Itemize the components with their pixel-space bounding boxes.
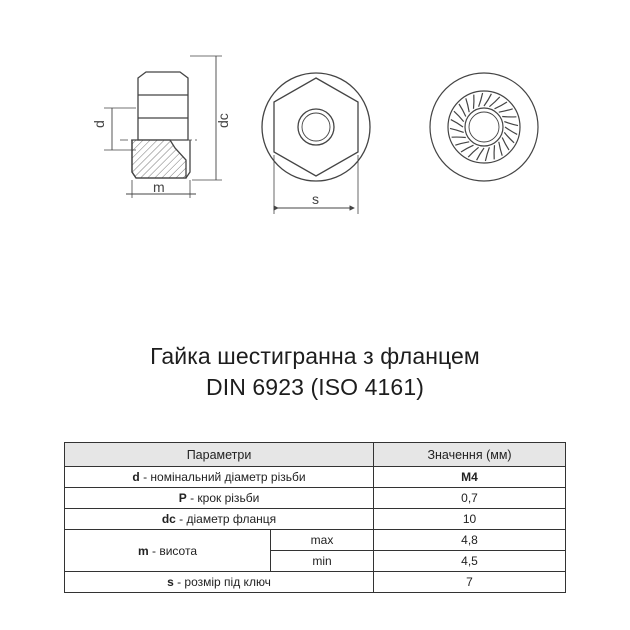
- subparam-max: max: [271, 530, 374, 551]
- param-cell: [65, 467, 374, 488]
- label-s: s: [312, 191, 319, 207]
- header-value: Значення (мм): [374, 443, 566, 467]
- serration-tooth: [468, 147, 478, 157]
- serration-tooth: [454, 111, 464, 121]
- serration-tooth: [450, 128, 464, 132]
- serration-tooth: [477, 148, 484, 160]
- param-symbol: s: [167, 575, 174, 589]
- value-cell: 4,5: [374, 551, 566, 572]
- serration-tooth: [451, 120, 463, 127]
- serration-tooth: [499, 142, 502, 156]
- header-param: Параметри: [65, 443, 374, 467]
- serration-tooth: [502, 138, 509, 151]
- side-view: [104, 56, 222, 198]
- serration-tooth: [479, 93, 483, 107]
- value-cell: 10: [374, 509, 566, 530]
- value-cell: 7: [374, 572, 566, 593]
- table-row: [65, 509, 566, 530]
- label-d: d: [91, 120, 107, 128]
- serration-tooth: [455, 142, 469, 145]
- spec-table: [64, 442, 566, 593]
- label-m: m: [153, 179, 165, 195]
- table-row: [65, 530, 566, 551]
- serration-tooth: [484, 94, 491, 106]
- param-cell: [65, 530, 271, 572]
- param-symbol: m: [138, 543, 149, 558]
- param-cell: [65, 509, 374, 530]
- param-cell: [65, 488, 374, 509]
- value-cell: 0,7: [374, 488, 566, 509]
- serration-tooth: [504, 132, 514, 142]
- param-symbol: d: [132, 470, 140, 484]
- param-desc: - номінальний діаметр різьби: [139, 470, 306, 484]
- product-title: Гайка шестигранна з фланцем: [150, 343, 480, 369]
- value-cell: M4: [374, 467, 566, 488]
- param-desc: - крок різьби: [186, 491, 260, 505]
- technical-drawing: [0, 0, 630, 240]
- param-desc: - висота: [148, 543, 197, 558]
- param-symbol: P: [178, 491, 187, 505]
- label-dc: dc: [215, 113, 231, 128]
- table-row: [65, 467, 566, 488]
- table-row: [65, 572, 566, 593]
- param-desc: - діаметр фланця: [175, 512, 277, 526]
- subparam-min: min: [271, 551, 374, 572]
- serration-tooth: [499, 109, 513, 112]
- product-standard: DIN 6923 (ISO 4161): [206, 374, 424, 400]
- serration-tooth: [504, 122, 518, 126]
- serrated-view: [430, 73, 538, 181]
- param-desc: - розмір під ключ: [173, 575, 271, 589]
- serration-tooth: [495, 102, 508, 109]
- serration-tooth: [505, 127, 517, 134]
- serration-tooth: [489, 97, 499, 107]
- serration-tooth: [461, 145, 474, 152]
- table-row: [65, 488, 566, 509]
- serration-tooth: [485, 147, 489, 161]
- param-symbol: dc: [161, 512, 176, 526]
- value-cell: 4,8: [374, 530, 566, 551]
- serration-tooth: [459, 104, 466, 117]
- param-cell: [65, 572, 374, 593]
- serration-tooth: [466, 98, 469, 112]
- table-header-row: [65, 443, 566, 467]
